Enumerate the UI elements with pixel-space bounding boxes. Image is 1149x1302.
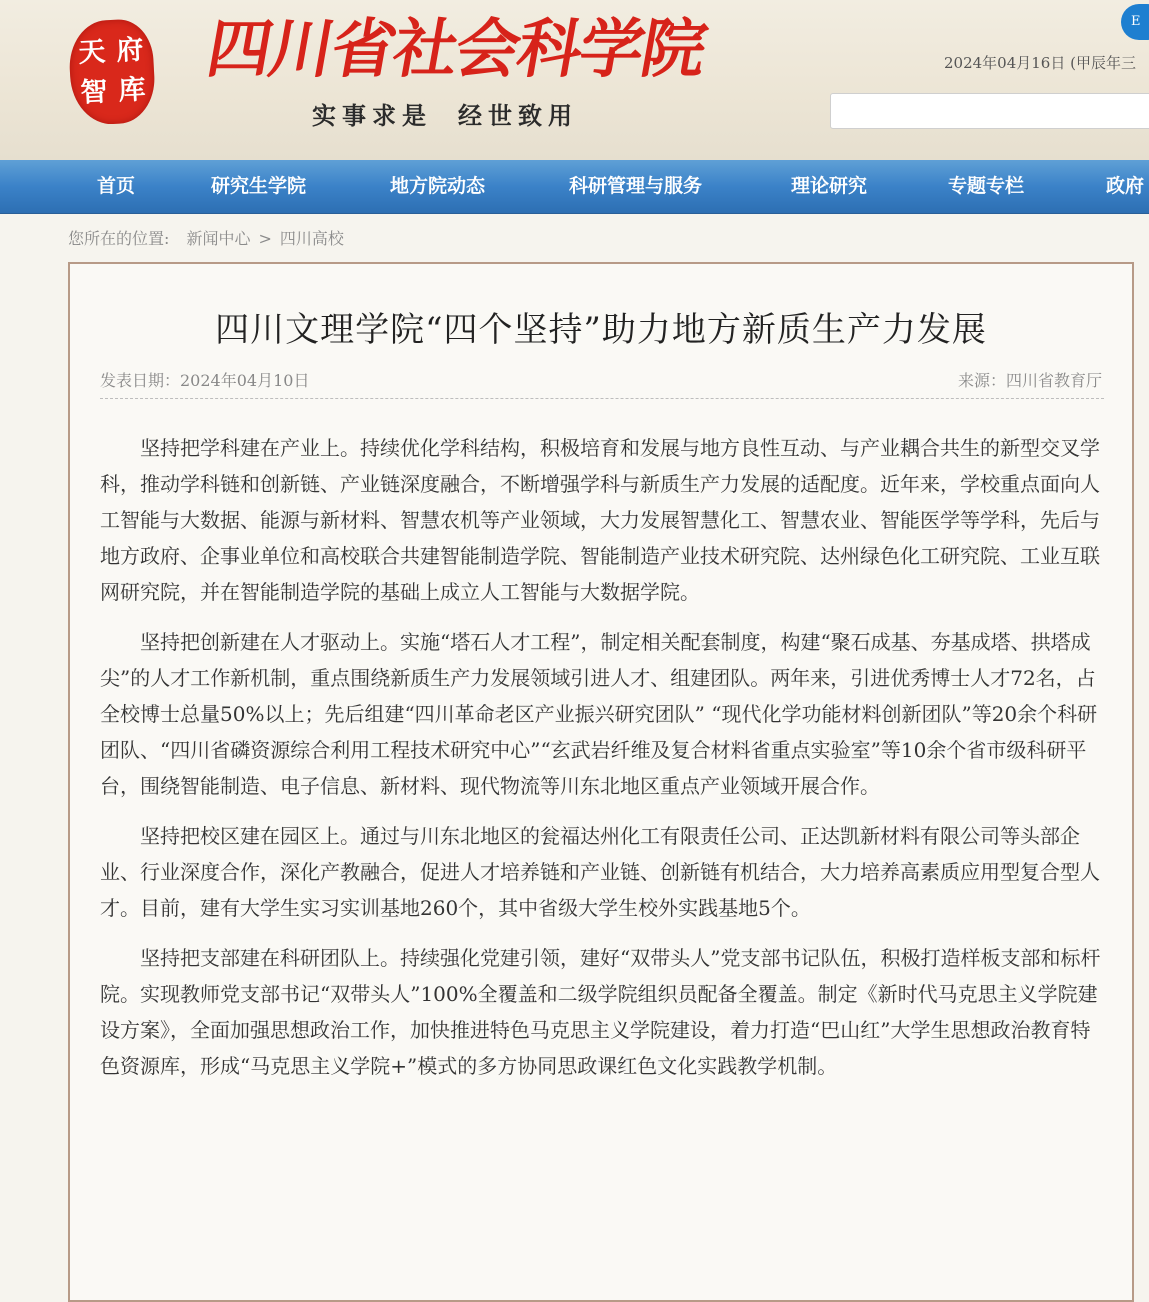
motto-part-2: 经世致用: [458, 101, 578, 130]
site-header: [0, 0, 1149, 160]
nav-item-special-columns[interactable]: 专题专栏: [948, 175, 1025, 197]
site-motto: [312, 96, 578, 131]
article-frame: [68, 262, 1134, 1302]
site-title-calligraphy[interactable]: 四川省社会科学院: [201, 12, 711, 87]
nav-item-local-news[interactable]: 地方院动态: [390, 175, 486, 197]
nav-item-graduate-school[interactable]: 研究生学院: [211, 175, 307, 197]
article-body: [100, 430, 1104, 1098]
corner-badge-button[interactable]: E: [1121, 4, 1149, 40]
nav-item-research-management[interactable]: 科研管理与服务: [569, 175, 703, 197]
article-paragraph: 坚持把校区建在园区上。通过与川东北地区的瓮福达州化工有限责任公司、正达凯新材料有限公司等头部企业、行业深度合作，深化产教融合，促进人才培养链和产业链、创新链有机结合，大力培养高素质应用型复合型人才。目前，建有大学生实习实训基地260个，其中省级大学生校外实践基地5个。: [100, 824, 1100, 920]
search-input[interactable]: [830, 93, 1149, 129]
breadcrumb-label: 您所在的位置:: [68, 229, 170, 248]
breadcrumb-link-news-center[interactable]: 新闻中心: [186, 229, 251, 248]
breadcrumb-link-sichuan-universities[interactable]: 四川高校: [279, 229, 344, 248]
nav-item-home[interactable]: 首页: [97, 175, 136, 197]
breadcrumb: [68, 226, 344, 249]
seal-char: 府: [115, 34, 145, 67]
tianfu-zhiku-seal-logo[interactable]: [67, 18, 156, 126]
meta-divider: [100, 398, 1104, 399]
article-title: 四川文理学院“四个坚持”助力地方新质生产力发展: [215, 310, 987, 350]
seal-char: 库: [117, 74, 147, 107]
seal-char: 智: [79, 76, 109, 109]
main-nav: [0, 160, 1149, 214]
seal-char: 天: [77, 36, 107, 69]
breadcrumb-separator: >: [258, 229, 272, 248]
article-paragraph: 坚持把创新建在人才驱动上。实施“塔石人才工程”，制定相关配套制度，构建“聚石成基、夯基成塔、拱塔成尖”的人才工作新机制，重点围绕新质生产力发展领域引进人才、组建团队。两年来，引进优秀博士人才72名，占全校博士总量50%以上；先后组建“四川革命老区产业振兴研究团队” “现代化学功能材料创新团队”等20余个科研团队、“四川省磷资源综合利用工程技术研究中心”“玄武岩纤维及复合材料省重点实验室”等10余个省市级科研平台，围绕智能制造、电子信息、新材料、现代物流等川东北地区重点产业领域开展合作。: [100, 630, 1098, 798]
article-paragraph: 坚持把支部建在科研团队上。持续强化党建引领，建好“双带头人”党支部书记队伍，积极打造样板支部和标杆院。实现教师党支部书记“双带头人”100%全覆盖和二级学院组织员配备全覆盖。制定《新时代马克思主义学院建设方案》，全面加强思想政治工作，加快推进特色马克思主义学院建设，着力打造“巴山红”大学生思想政治教育特色资源库，形成“马克思主义学院+”模式的多方协同思政课红色文化实践教学机制。: [100, 946, 1101, 1078]
article-source: 来源：四川省教育厅: [957, 371, 1102, 390]
current-date: 2024年04月16日 (甲辰年三: [944, 54, 1136, 72]
article-paragraph: 坚持把学科建在产业上。持续优化学科结构，积极培育和发展与地方良性互动、与产业耦合共生的新型交叉学科，推动学科链和创新链、产业链深度融合，不断增强学科与新质生产力发展的适配度。近年来，学校重点面向人工智能与大数据、能源与新材料、智慧农机等产业领域，大力发展智慧化工、智慧农业、智能医学等学科，先后与地方政府、企事业单位和高校联合共建智能制造学院、智能制造产业技术研究院、达州绿色化工研究院、工业互联网研究院，并在智能制造学院的基础上成立人工智能与大数据学院。: [100, 436, 1100, 604]
nav-item-government[interactable]: 政府: [1106, 175, 1145, 197]
publish-date: 发表日期：2024年04月10日: [100, 371, 310, 390]
motto-part-1: 实事求是: [312, 101, 432, 130]
nav-item-theory-research[interactable]: 理论研究: [791, 175, 868, 197]
